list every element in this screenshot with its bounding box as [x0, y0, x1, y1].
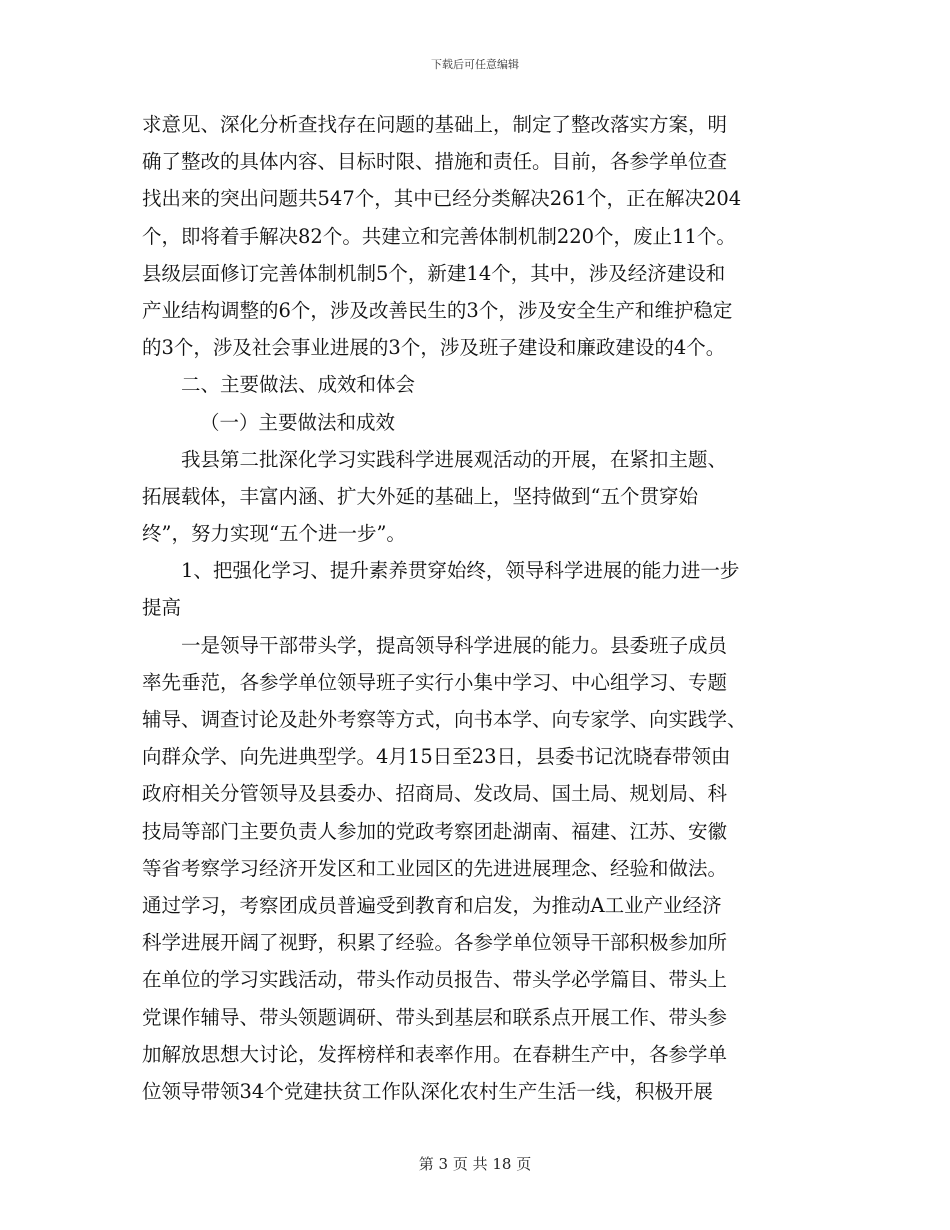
text-line: 我县第二批深化学习实践科学进展观活动的开展，在紧扣主题、: [181, 447, 728, 471]
text-line: 确了整改的具体内容、目标时限、措施和责任。目前，各参学单位查: [142, 150, 728, 174]
text-line: 位领导带领34个党建扶贫工作队深化农村生产生活一线，积极开展: [142, 1079, 713, 1103]
text-line: 等省考察学习经济开发区和工业园区的先进进展理念、经验和做法。: [142, 856, 728, 880]
text-line: 提高: [142, 596, 182, 620]
text-line: 求意见、深化分析查找存在问题的基础上，制定了整改落实方案，明: [142, 113, 728, 136]
text-line: 政府相关分管领导及县委办、招商局、发改局、国土局、规划局、科: [142, 782, 728, 806]
text-line: 拓展载体，丰富内涵、扩大外延的基础上，坚持做到“五个贯穿始: [142, 484, 698, 508]
text-line: 通过学习，考察团成员普遍受到教育和启发，为推动A工业产业经济: [142, 893, 722, 917]
text-line: 县级层面修订完善体制机制5个，新建14个，其中，涉及经济建设和: [142, 261, 726, 285]
text-line: 一是领导干部带头学，提高领导科学进展的能力。县委班子成员: [181, 633, 728, 657]
page-footer: 第 3 页 共 18 页: [418, 1155, 532, 1173]
text-line: 二、主要做法、成效和体会: [181, 373, 416, 397]
text-line: 在单位的学习实践活动，带头作动员报告、带头学必学篇目、带头上: [142, 968, 728, 992]
text-line: 找出来的突出问题共547个，其中已经分类解决261个，正在解决204: [142, 187, 742, 211]
text-line: 1、把强化学习、提升素养贯穿始终，领导科学进展的能力进一步: [181, 559, 740, 583]
text-line: 终”，努力实现“五个进一步”。: [142, 522, 406, 546]
text-line: 党课作辅导、带头领题调研、带头到基层和联系点开展工作、带头参: [142, 1005, 728, 1029]
text-line: 个，即将着手解决82个。共建立和完善体制机制220个，废止11个。: [142, 224, 736, 248]
text-line: 产业结构调整的6个，涉及改善民生的3个，涉及安全生产和维护稳定: [142, 298, 733, 322]
text-line: 的3个，涉及社会事业进展的3个，涉及班子建设和廉政建设的4个。: [142, 336, 726, 360]
page-header: 下载后可任意编辑: [431, 58, 519, 71]
body-text: [142, 106, 812, 1110]
text-line: 加解放思想大讨论，发挥榜样和表率作用。在春耕生产中，各参学单: [142, 1042, 728, 1066]
text-line: 向群众学、向先进典型学。4月15日至23日，县委书记沈晓春带领由: [142, 745, 731, 769]
text-line: （一）主要做法和成效: [200, 410, 396, 434]
text-line: 科学进展开阔了视野，积累了经验。各参学单位领导干部积极参加所: [142, 931, 728, 955]
text-line: 辅导、调查讨论及赴外考察等方式，向书本学、向专家学、向实践学、: [142, 708, 747, 731]
text-line: 技局等部门主要负责人参加的党政考察团赴湖南、福建、江苏、安徽: [142, 819, 728, 843]
text-line: 率先垂范，各参学单位领导班子实行小集中学习、中心组学习、专题: [142, 670, 728, 694]
